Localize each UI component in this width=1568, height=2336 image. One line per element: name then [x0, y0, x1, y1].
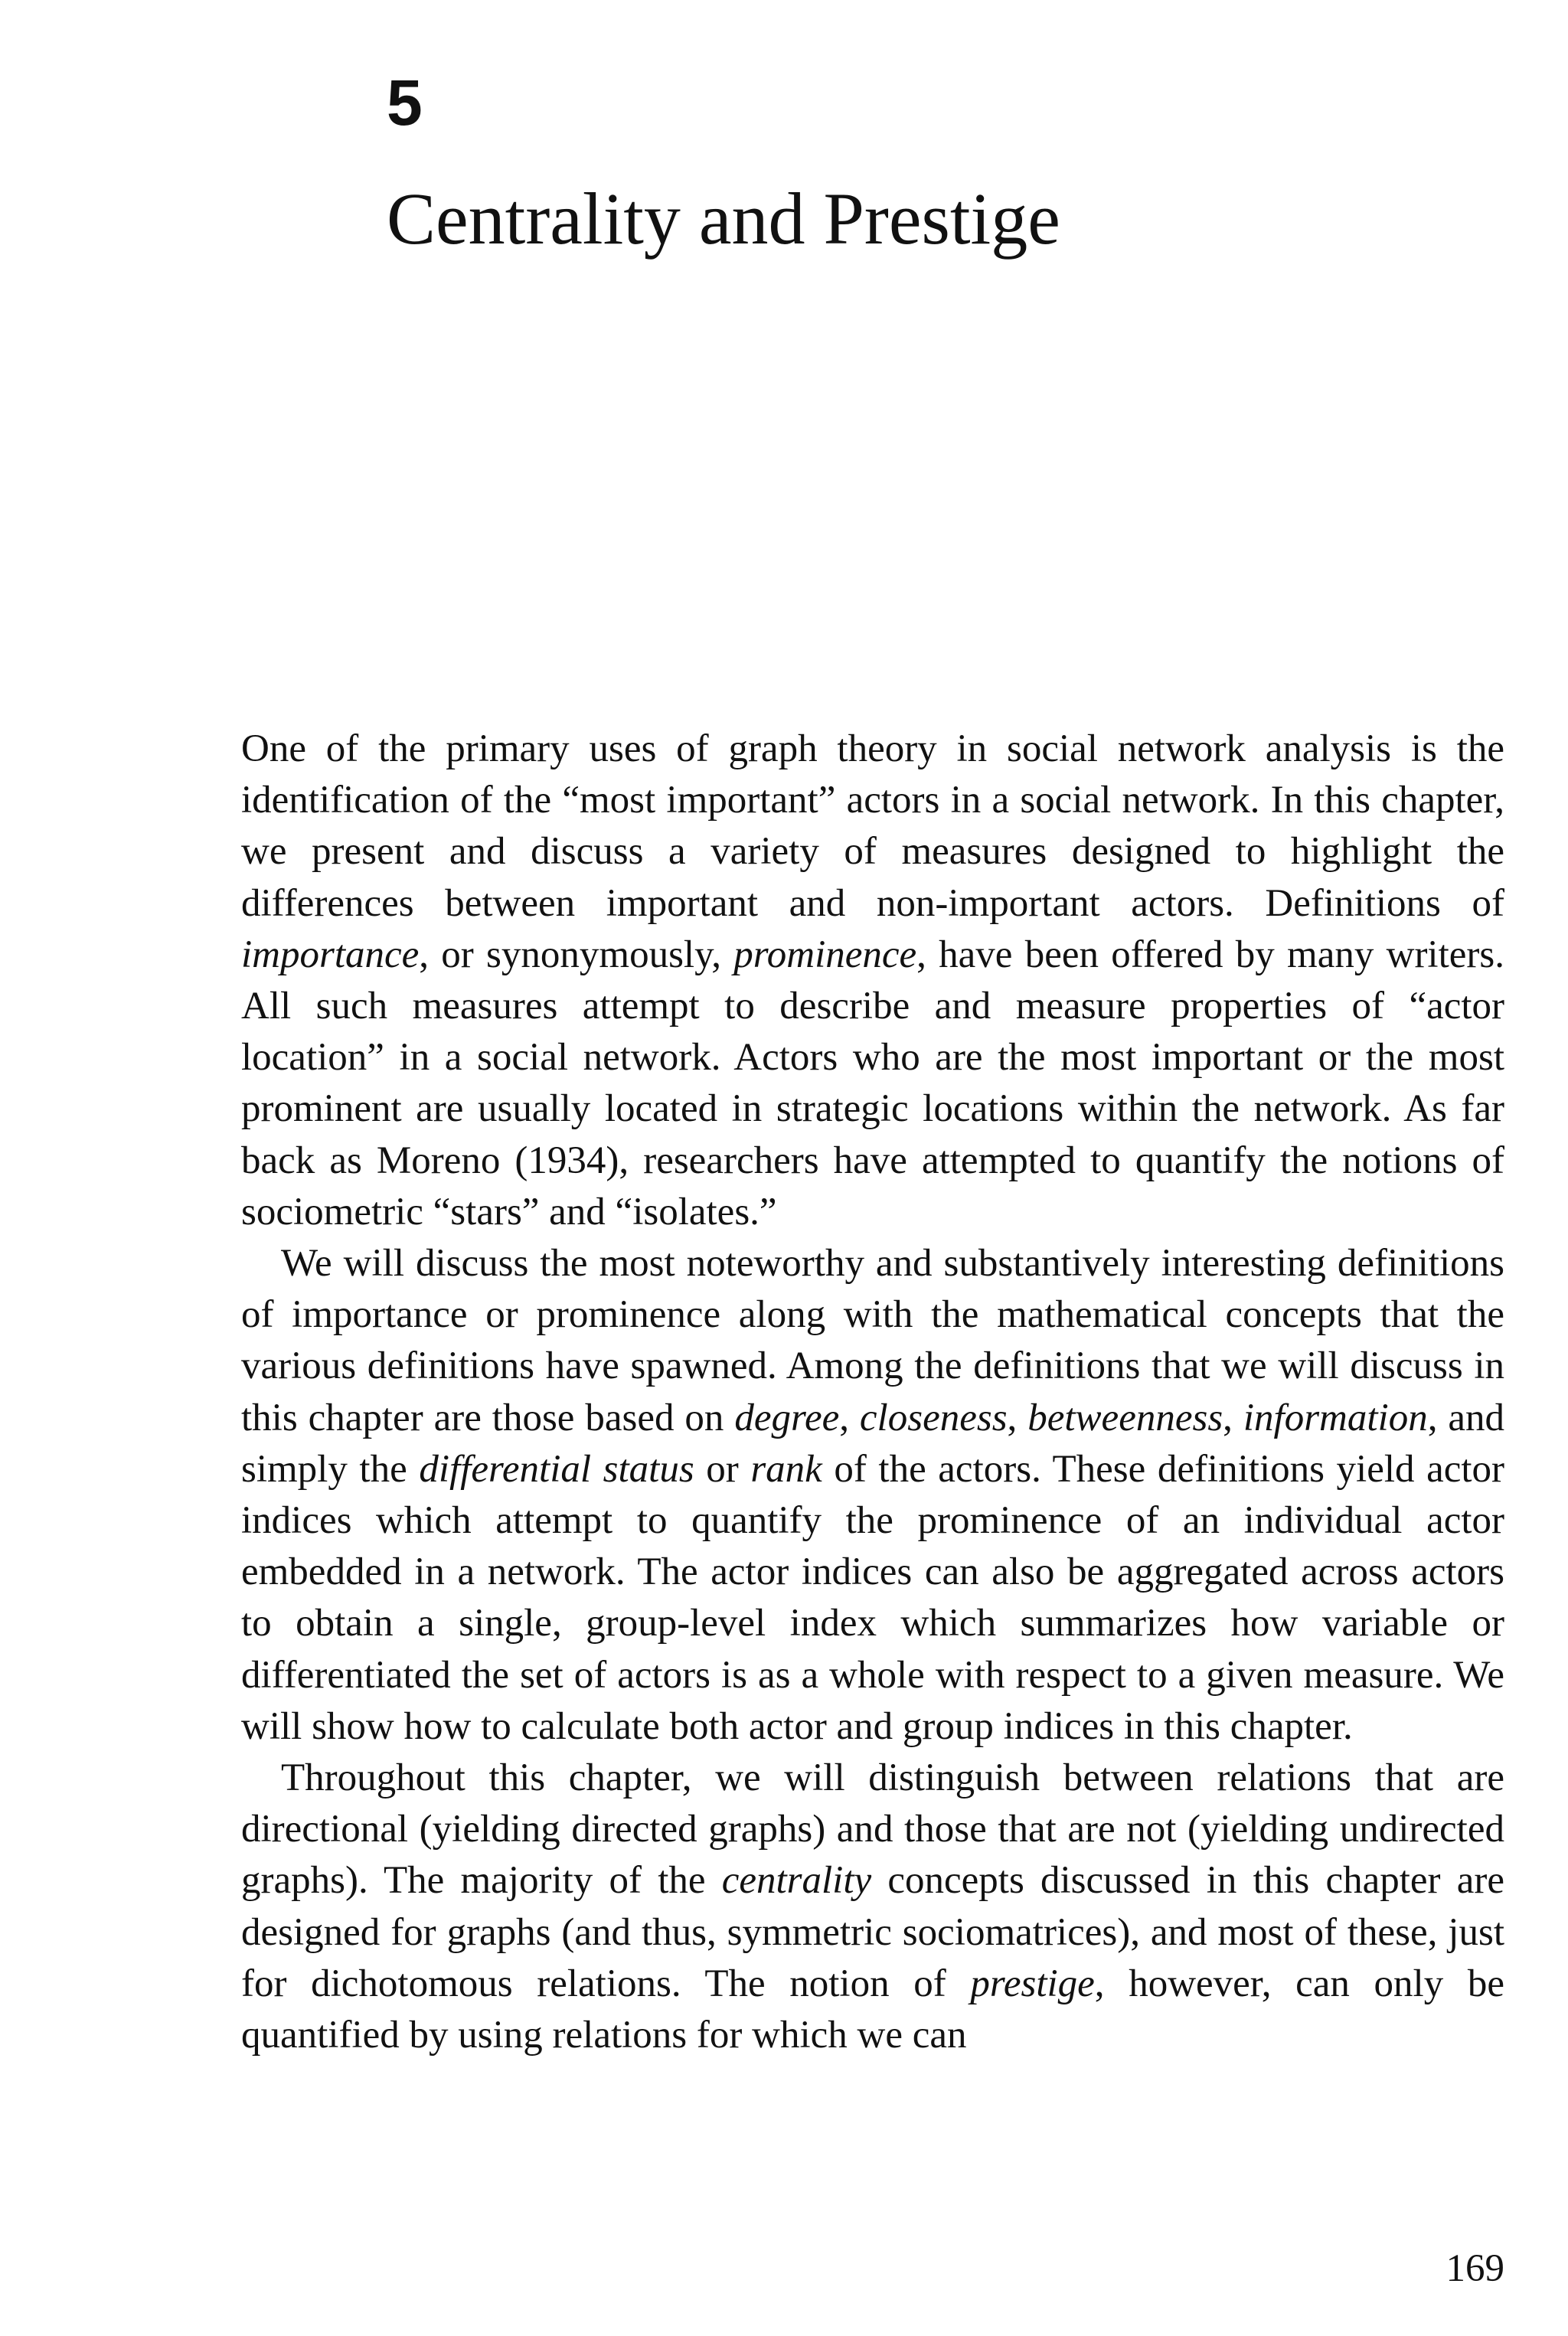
paragraph-3 — [241, 1753, 1504, 2061]
text-run: We will discuss the most noteworthy and substantively interesting definitions of importance or prominence along with the mathematical concepts that the various definitions have spawned. Among the definitions that we will discuss in this chapter are those based on — [241, 1242, 1504, 1439]
chapter-title: Centrality and Prestige — [387, 178, 1060, 260]
italic-term: closeness — [859, 1396, 1008, 1439]
chapter-number: 5 — [387, 67, 423, 139]
text-run: or — [694, 1447, 751, 1491]
text-run: , — [1007, 1396, 1028, 1439]
text-run: , have been offered by many writers. All such measures attempt to describe and measure properties of “actor location” in a social network. Actors who are the most important or the most prominent are usually located in strategic locations within the network. As far back as Moreno (1934), researchers have attempted to quantify the notions of sociometric “stars” and “isolates.” — [241, 933, 1504, 1233]
italic-term: betweenness — [1027, 1396, 1223, 1439]
text-run: , — [839, 1396, 860, 1439]
body-text — [241, 724, 1504, 2061]
text-run: of the actors. These definitions yield actor indices which attempt to quantify the prominence of an individual actor embedded in a network. The actor indices can also be aggregated across actors to obtain a single, group-level index which summarizes how variable or differentiated the set of actors is as a whole with respect to a given measure. We will show how to calculate both actor and group indices in this chapter. — [241, 1447, 1505, 1748]
paragraph-2 — [241, 1238, 1504, 1753]
text-run: One of the primary uses of graph theory in social network analysis is the identification of the “most important” actors in a social network. In this chapter, we present and discuss a variety of measures designed to highlight the differences between important and non-important actors. Definitions of — [241, 727, 1504, 925]
italic-term: prominence — [733, 933, 917, 976]
italic-term: rank — [750, 1447, 822, 1491]
italic-term: information — [1243, 1396, 1428, 1439]
paragraph-1 — [241, 724, 1504, 1238]
text-run: , however, can only be quantified by using relations for which we can — [241, 1962, 1504, 2057]
page-number: 169 — [1446, 2247, 1504, 2290]
italic-term: centrality — [721, 1859, 872, 1903]
italic-term: importance — [241, 933, 420, 976]
italic-term: prestige — [970, 1962, 1095, 2005]
text-run: , — [1223, 1396, 1243, 1439]
text-run: concepts discussed in this chapter are designed for graphs (and thus, symmetric sociomatrices), and most of these, just for dichotomous relations. The notion of — [241, 1859, 1504, 2005]
italic-term: degree — [734, 1396, 840, 1439]
text-run: , or synonymously, — [419, 933, 734, 976]
italic-term: differential status — [419, 1447, 694, 1491]
text-run: Throughout this chapter, we will distinguish between relations that are directional (yielding directed graphs) and those that are not (yielding undirected graphs). The majority of the — [241, 1756, 1504, 1903]
text-run: , and simply the — [241, 1396, 1505, 1491]
